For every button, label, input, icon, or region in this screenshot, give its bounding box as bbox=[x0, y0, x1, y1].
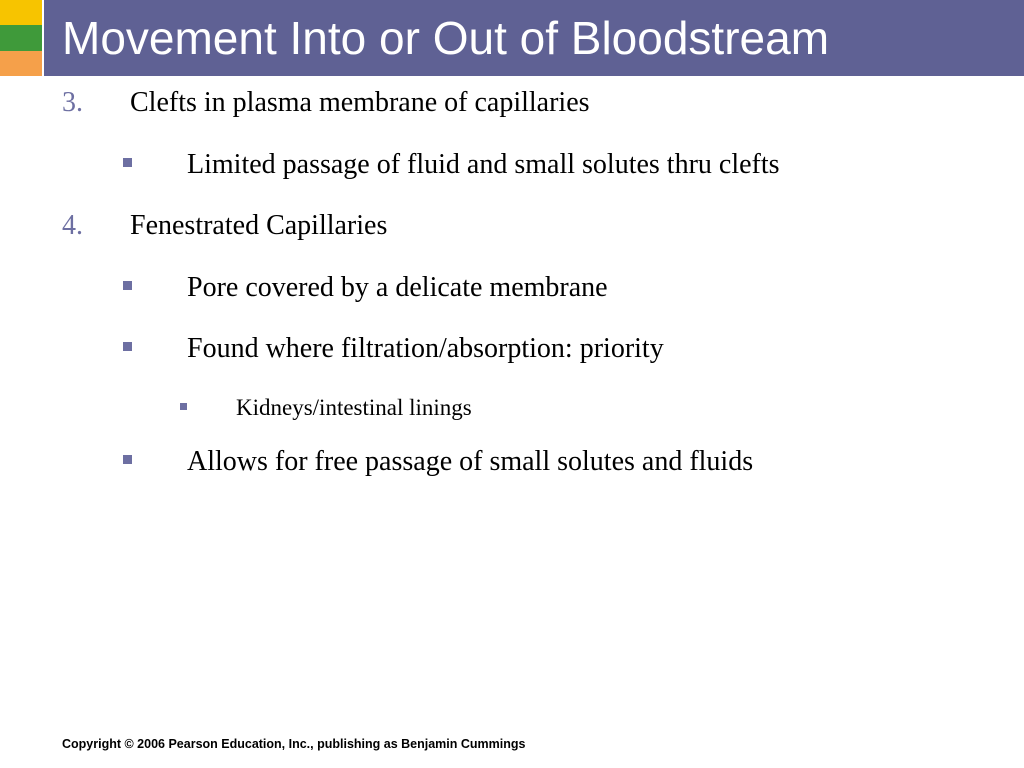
item-text: Limited passage of fluid and small solutes thru clefts bbox=[187, 149, 780, 180]
item-number: 3. bbox=[62, 87, 83, 118]
item-text: Fenestrated Capillaries bbox=[130, 210, 388, 241]
copyright-footer: Copyright © 2006 Pearson Education, Inc., publishing as Benjamin Cummings bbox=[62, 737, 526, 751]
color-strip bbox=[0, 0, 42, 76]
item-text: Clefts in plasma membrane of capillaries bbox=[130, 87, 590, 118]
square-bullet-icon bbox=[123, 281, 132, 290]
color-block-orange bbox=[0, 51, 42, 76]
color-block-green bbox=[0, 25, 42, 51]
square-bullet-icon bbox=[123, 455, 132, 464]
slide-title: Movement Into or Out of Bloodstream bbox=[62, 12, 830, 64]
square-bullet-icon bbox=[123, 342, 132, 351]
color-block-yellow bbox=[0, 0, 42, 25]
square-bullet-icon bbox=[123, 158, 132, 167]
item-text: Found where filtration/absorption: priority bbox=[187, 333, 664, 364]
item-number: 4. bbox=[62, 210, 83, 241]
item-text: Pore covered by a delicate membrane bbox=[187, 272, 608, 303]
item-text: Kidneys/intestinal linings bbox=[236, 395, 472, 420]
square-bullet-icon bbox=[180, 403, 187, 410]
title-bar bbox=[44, 0, 1024, 76]
item-text: Allows for free passage of small solutes and fluids bbox=[187, 446, 754, 477]
